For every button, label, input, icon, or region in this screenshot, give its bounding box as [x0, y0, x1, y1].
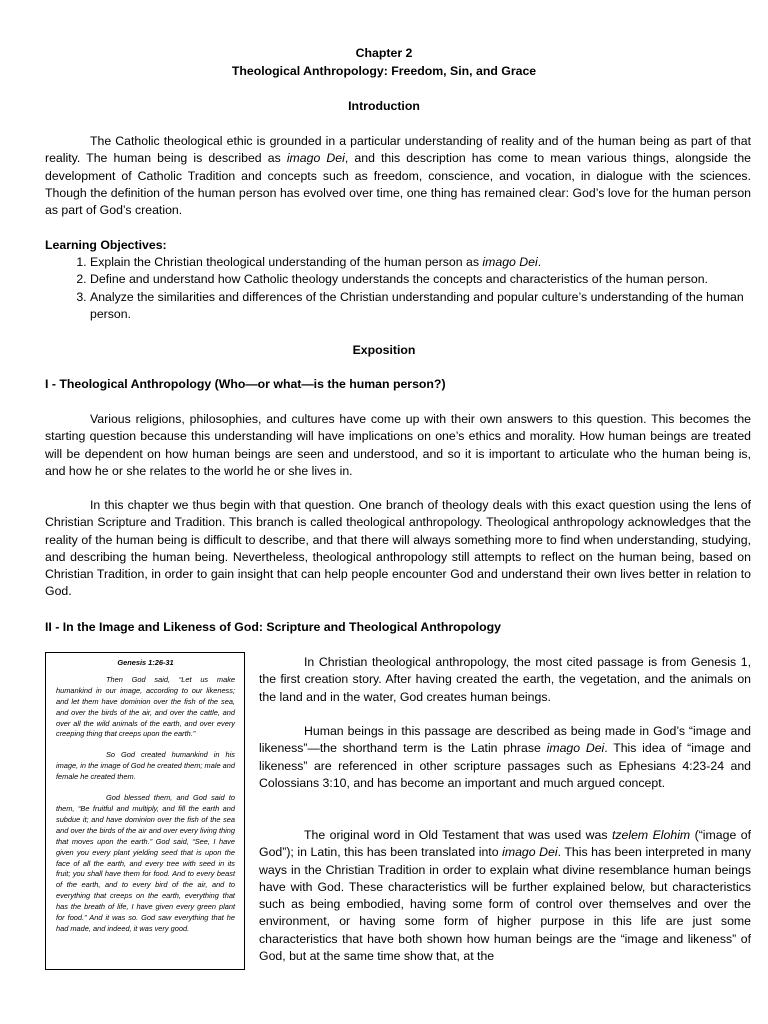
genesis-verse-3: God blessed them, and God said to them, “Be fruitful and multiply, and fill the earth and subdue it; and have dominion over the fish of the sea and over the birds of the air and over every living thing that moves upon the earth.” God said, “See, I have given you every plant yielding seed that is upon the face of all the earth, and every tree with seed in its fruit; you shall have them for food. And to every beast of the earth, and to every bird of the air, and to everything that creeps on the earth, everything that has the breath of life, I have given every green plant for food.” And it was so. God saw everything that he had made, and indeed, it was very good. [56, 793, 235, 933]
genesis-passage-box [45, 652, 245, 970]
section1-paragraph-2: In this chapter we thus begin with that question. One branch of theology deals with this exact question using the lens of Christian Scripture and Tradition. This branch is called theological anthropology. Theological anthropology acknowledges that the reality of the human being is difficult to describe, and that there will always something more to find when understanding, studying, and describing the human being. Nevertheless, theological anthropology still attempts to reflect on the human being, based on Christian Tradition, in order to gain insight that can help people encounter God and understand their own lives better in relation to God. [45, 498, 751, 599]
section2-heading: II - In the Image and Likeness of God: Scripture and Theological Anthropology [45, 620, 501, 634]
genesis-verse-2: So God created humankind in his image, in the image of God he created them; male and female he created them. [56, 750, 235, 782]
introduction-heading: Introduction [348, 99, 420, 113]
genesis-verse-1: Then God said, “Let us make humankind in our image, according to our likeness; and let them have dominion over the fish of the sea, and over the birds of the air, and over the cattle, and over all the wild animals of the earth, and over every creeping thing that creeps upon the earth.” [56, 674, 235, 739]
section2-paragraph-1: In Christian theological anthropology, the most cited passage is from Genesis 1, the first creation story. After having created the earth, the vegetation, and the animals on the land and in the water, God creates human beings. [259, 655, 751, 704]
exposition-heading: Exposition [352, 343, 416, 357]
objective-item: 1. Explain the Christian theological understanding of the human person as imago Dei. [90, 254, 751, 271]
chapter-number: Chapter 2 [355, 46, 413, 60]
objectives-list [45, 254, 751, 323]
intro-paragraph: The Catholic theological ethic is grounded in a particular understanding of reality and of the human being as part of that reality. The human being is described as imago Dei, and this description has come to mean various things, alongside the development of Catholic Tradition and concepts such as freedom, conscience, and vocation, in dialogue with the sciences. Though the definition of the human person has evolved over time, one thing has remained clear: God’s love for the human person as part of God’s creation. [45, 134, 751, 218]
section1-paragraph-1: Various religions, philosophies, and cultures have come up with their own answers to this question. This becomes the starting question because this understanding will have implications on one’s ethics and morality. How human beings are treated will be dependent on how human beings are seen and understood, and so it is important to articulate who the human being is, and how he or she relates to the world he or she lives in. [45, 412, 751, 478]
genesis-box-title: Genesis 1:26-31 [117, 658, 174, 667]
objective-item: 2. Define and understand how Catholic theology understands the concepts and characteristics of the human person. [90, 271, 751, 288]
objectives-heading: Learning Objectives: [45, 238, 167, 252]
section2-paragraph-3: The original word in Old Testament that was used was tzelem Elohim (“image of God”); in Latin, this has been translated into imago Dei. This has been interpreted in many ways in the Christian Tradition in order to explain what divine resemblance human beings have with God. These characteristics will be further explained below, but characteristics such as being embodied, having some form of control over themselves and over the environment, or having some form of higher purpose in this life are just some characteristics that have both shown how human beings are the “image and likeness” of God, but at the same time show that, at the [259, 828, 751, 964]
section1-heading: I - Theological Anthropology (Who—or what—is the human person?) [45, 377, 446, 391]
objective-item: 3. Analyze the similarities and differences of the Christian understanding and popular culture’s understanding of the human person. [90, 289, 751, 324]
chapter-title: Theological Anthropology: Freedom, Sin, and Grace [231, 64, 537, 78]
section2-paragraph-2: Human beings in this passage are described as being made in God’s “image and likeness”—the shorthand term is the Latin phrase imago Dei. This idea of “image and likeness” are referenced in other scripture passages such as Ephesians 4:23-24 and Colossians 3:10, and has become an important and much argued concept. [259, 724, 751, 790]
